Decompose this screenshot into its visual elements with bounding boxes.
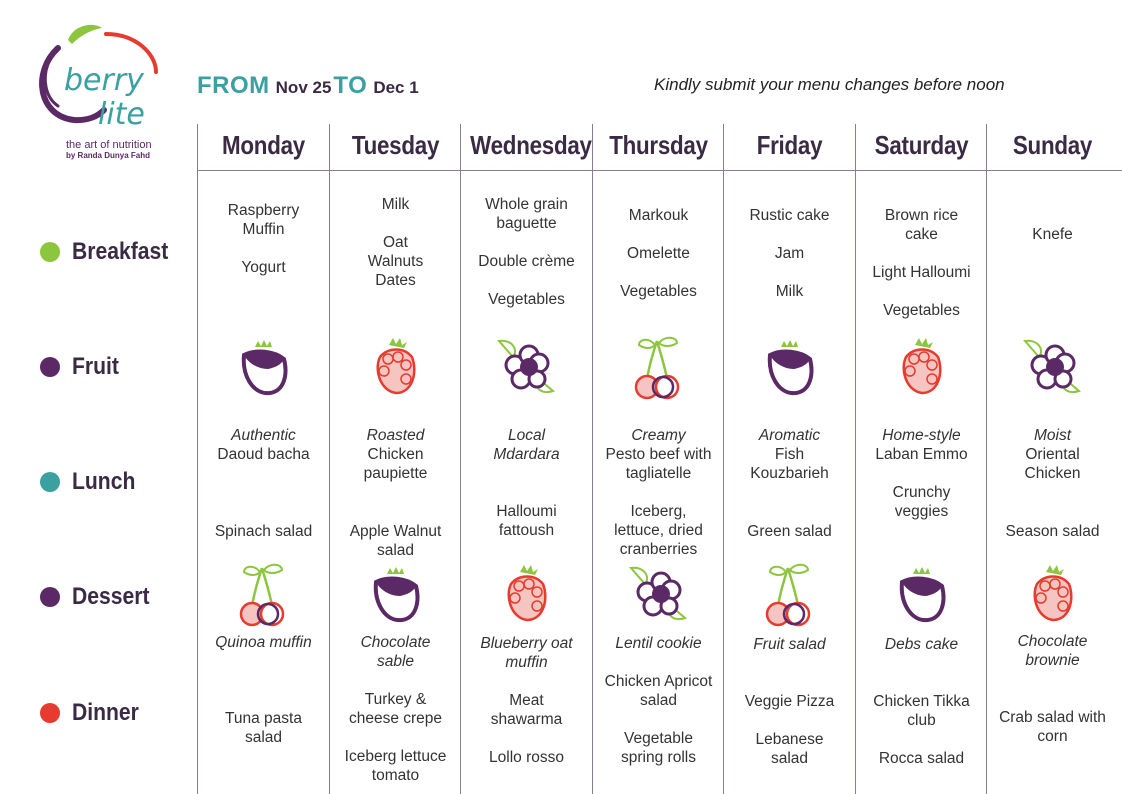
dessert-item: [593, 634, 724, 653]
lunch-main-item-line: Kouzbarieh: [750, 465, 829, 482]
dessert-item-line: Lentil cookie: [615, 635, 702, 652]
blueberry-icon: [1017, 333, 1087, 403]
lunch-main-item-line: Pesto beef with: [605, 446, 712, 463]
day-header-friday: Friday: [756, 130, 823, 160]
breakfast-item-line: Whole grain: [485, 196, 568, 213]
lunch-main-item-line: tagliatelle: [625, 465, 692, 482]
lunch-side-item-line: Spinach salad: [214, 523, 313, 540]
lunch-main-item-line: Chicken: [367, 446, 424, 463]
lunch-main-item: [987, 426, 1118, 483]
plum-icon: [886, 560, 956, 630]
logo-tagline: [66, 139, 152, 161]
from-date: Nov 25: [275, 78, 332, 97]
dinner-item-line: Meat: [509, 692, 544, 709]
breakfast-item-line: Milk: [775, 283, 804, 300]
dinner-item-line: salad: [244, 729, 283, 746]
breakfast-item: [461, 195, 592, 309]
cherry-icon: [228, 560, 298, 630]
byline-text: by Randa Dunya Fahd: [66, 151, 151, 160]
breakfast-item-line: baguette: [496, 215, 557, 232]
dinner-item-line: Lollo rosso: [489, 749, 564, 766]
cherry-icon: [623, 333, 693, 403]
dinner-item-line: cheese crepe: [348, 710, 443, 727]
dinner-item-line: Turkey &: [364, 691, 427, 708]
day-header-monday: Monday: [222, 130, 305, 160]
dinner-item: [724, 692, 855, 768]
lunch-main-item-line: Daoud bacha: [217, 446, 310, 463]
breakfast-item: [593, 206, 724, 301]
lunch-side-item: [198, 522, 329, 541]
dinner-item: [330, 690, 461, 785]
row-label-fruit: [40, 353, 125, 381]
day-header-wednesday: Wednesday: [470, 130, 592, 160]
row-label-text: Fruit: [72, 353, 119, 380]
breakfast-item-line: Oat: [383, 234, 408, 251]
day-header-sunday: Sunday: [1012, 130, 1093, 160]
lunch-main-item: [724, 426, 855, 483]
dinner-dot: [40, 703, 60, 723]
raspberry-icon: [360, 333, 430, 403]
lunch-side-item: [987, 522, 1118, 541]
lunch-main-item-line: Aromatic: [758, 427, 821, 444]
lunch-side-item-line: Green salad: [747, 523, 832, 540]
dinner-item-line: Chicken Apricot: [604, 673, 713, 690]
breakfast-item-line: Vegetables: [488, 291, 565, 308]
breakfast-item-line: Light Halloumi: [872, 264, 971, 281]
lunch-dot: [40, 472, 60, 492]
lunch-side-item: [461, 502, 592, 540]
lunch-main-item-line: Mdardara: [493, 446, 560, 463]
dinner-item: [987, 708, 1118, 746]
breakfast-item-line: Milk: [381, 196, 410, 213]
breakfast-item-line: Markouk: [628, 207, 689, 224]
dinner-item: [856, 692, 987, 768]
dinner-item: [593, 672, 724, 767]
dessert-item-line: brownie: [1025, 652, 1080, 669]
breakfast-item: [856, 206, 987, 320]
day-header-tuesday: Tuesday: [351, 130, 440, 160]
dessert-item-line: Blueberry oat: [480, 635, 573, 652]
dessert-item-line: muffin: [505, 654, 548, 671]
dessert-item: [856, 635, 987, 654]
cherry-icon: [754, 560, 824, 630]
dessert-item-line: Fruit salad: [753, 636, 826, 653]
breakfast-item-line: Yogurt: [241, 259, 286, 276]
dinner-item-line: Rocca salad: [878, 750, 965, 767]
lunch-side-item: [593, 502, 724, 559]
lunch-side-item-line: Season salad: [1005, 523, 1100, 540]
row-label-text: Dessert: [72, 583, 150, 610]
lunch-main-item-line: veggies: [894, 503, 949, 520]
lunch-main-item-line: Moist: [1033, 427, 1072, 444]
breakfast-item-line: Muffin: [242, 221, 285, 238]
dinner-item-line: spring rolls: [621, 749, 696, 766]
raspberry-icon: [1017, 560, 1087, 630]
lunch-main-item-line: Fish: [774, 446, 805, 463]
breakfast-dot: [40, 242, 60, 262]
lunch-main-item-line: Home-style: [882, 427, 961, 444]
lunch-main-item-line: Oriental: [1025, 446, 1080, 463]
dinner-item-line: salad: [770, 750, 809, 767]
breakfast-item: [330, 195, 461, 290]
blueberry-icon: [623, 560, 693, 630]
lunch-side-item: [330, 522, 461, 560]
dinner-item-line: Lebanese: [755, 731, 824, 748]
breakfast-item-line: Vegetables: [883, 302, 960, 319]
dessert-item: [987, 632, 1118, 670]
lunch-main-item-line: Local: [507, 427, 546, 444]
breakfast-item-line: Brown rice: [884, 207, 959, 224]
dinner-item-line: corn: [1037, 728, 1068, 745]
dinner-item-line: Tuna pasta: [225, 710, 302, 727]
dinner-item-line: shawarma: [490, 711, 563, 728]
breakfast-item-line: Rustic cake: [749, 207, 830, 224]
dessert-dot: [40, 587, 60, 607]
row-label-text: Dinner: [72, 699, 139, 726]
breakfast-item-line: Dates: [375, 272, 416, 289]
dessert-item: [198, 633, 329, 652]
dinner-item-line: Iceberg lettuce: [344, 748, 447, 765]
breakfast-item-line: Raspberry: [227, 202, 300, 219]
dessert-item-line: Quinoa muffin: [215, 634, 312, 651]
tagline-text: the art of nutrition: [66, 139, 152, 151]
dinner-item-line: Veggie Pizza: [744, 693, 835, 710]
lunch-side-item-line: Apple Walnut: [349, 523, 442, 540]
fruit-dot: [40, 357, 60, 377]
row-label-dessert: [40, 583, 160, 611]
breakfast-item-line: Double crème: [478, 253, 575, 270]
lunch-side-item-line: salad: [376, 542, 415, 559]
row-label-text: Breakfast: [72, 238, 169, 265]
breakfast-item: [198, 201, 329, 277]
lunch-main-item-line: paupiette: [363, 465, 428, 482]
dinner-item-line: Crab salad with: [999, 709, 1106, 726]
breakfast-item-line: Knefe: [1032, 226, 1073, 243]
lunch-side-item: [724, 522, 855, 541]
lunch-main-item-line: Roasted: [366, 427, 425, 444]
plum-icon: [228, 333, 298, 403]
menu-change-note: Kindly submit your menu changes before noon: [654, 75, 1005, 94]
breakfast-item-line: Jam: [774, 245, 805, 262]
lunch-main-item: [461, 426, 592, 464]
breakfast-item-line: Vegetables: [620, 283, 697, 300]
lunch-side-item-line: Halloumi: [496, 503, 557, 520]
lunch-side-item-line: fattoush: [498, 522, 555, 539]
row-label-text: Lunch: [72, 468, 136, 495]
dessert-item: [330, 633, 461, 671]
lunch-side-item-line: cranberries: [619, 541, 698, 558]
row-label-lunch: [40, 468, 144, 496]
lunch-main-item: [198, 426, 329, 464]
to-date: Dec 1: [373, 78, 419, 97]
lunch-main-item: [593, 426, 724, 483]
lunch-main-item-line: Chicken: [1024, 465, 1081, 482]
to-label: TO: [333, 72, 368, 99]
dinner-item-line: salad: [639, 692, 678, 709]
dinner-item: [198, 709, 329, 747]
breakfast-item: [987, 225, 1118, 244]
lunch-main-item: [856, 426, 987, 521]
from-label: FROM: [197, 72, 270, 99]
lunch-side-item-line: Iceberg,: [630, 503, 687, 520]
lunch-main-item: [330, 426, 461, 483]
day-header-thursday: Thursday: [609, 130, 708, 160]
dinner-item-line: Vegetable: [624, 730, 693, 747]
dessert-item: [461, 634, 592, 672]
dinner-item-line: Chicken Tikka: [873, 693, 970, 710]
lunch-main-item-line: Crunchy: [892, 484, 951, 501]
breakfast-item-line: cake: [905, 226, 938, 243]
raspberry-icon: [886, 333, 956, 403]
svg-text:lite: lite: [98, 97, 145, 132]
blueberry-icon: [491, 333, 561, 403]
plum-icon: [360, 560, 430, 630]
dinner-item-line: tomato: [371, 767, 420, 784]
dessert-item-line: Chocolate: [360, 634, 431, 651]
dessert-item-line: sable: [376, 653, 415, 670]
dessert-item-line: Debs cake: [884, 636, 959, 653]
dessert-item-line: Chocolate: [1017, 633, 1088, 650]
lunch-main-item-line: Creamy: [631, 427, 686, 444]
dinner-item: [461, 691, 592, 767]
lunch-main-item-line: Laban Emmo: [875, 446, 968, 463]
raspberry-icon: [491, 560, 561, 630]
svg-text:berry: berry: [64, 63, 144, 98]
row-label-dinner: [40, 699, 148, 727]
dessert-item: [724, 635, 855, 654]
breakfast-item: [724, 206, 855, 301]
lunch-side-item-line: lettuce, dried: [614, 522, 703, 539]
breakfast-item-line: Omelette: [627, 245, 690, 262]
header-divider: [197, 170, 1122, 171]
breakfast-item-line: Walnuts: [367, 253, 424, 270]
day-header-saturday: Saturday: [874, 130, 969, 160]
lunch-main-item-line: Authentic: [231, 427, 296, 444]
dinner-item-line: club: [907, 712, 936, 729]
row-label-breakfast: [40, 238, 181, 266]
date-range: [197, 72, 419, 102]
plum-icon: [754, 333, 824, 403]
